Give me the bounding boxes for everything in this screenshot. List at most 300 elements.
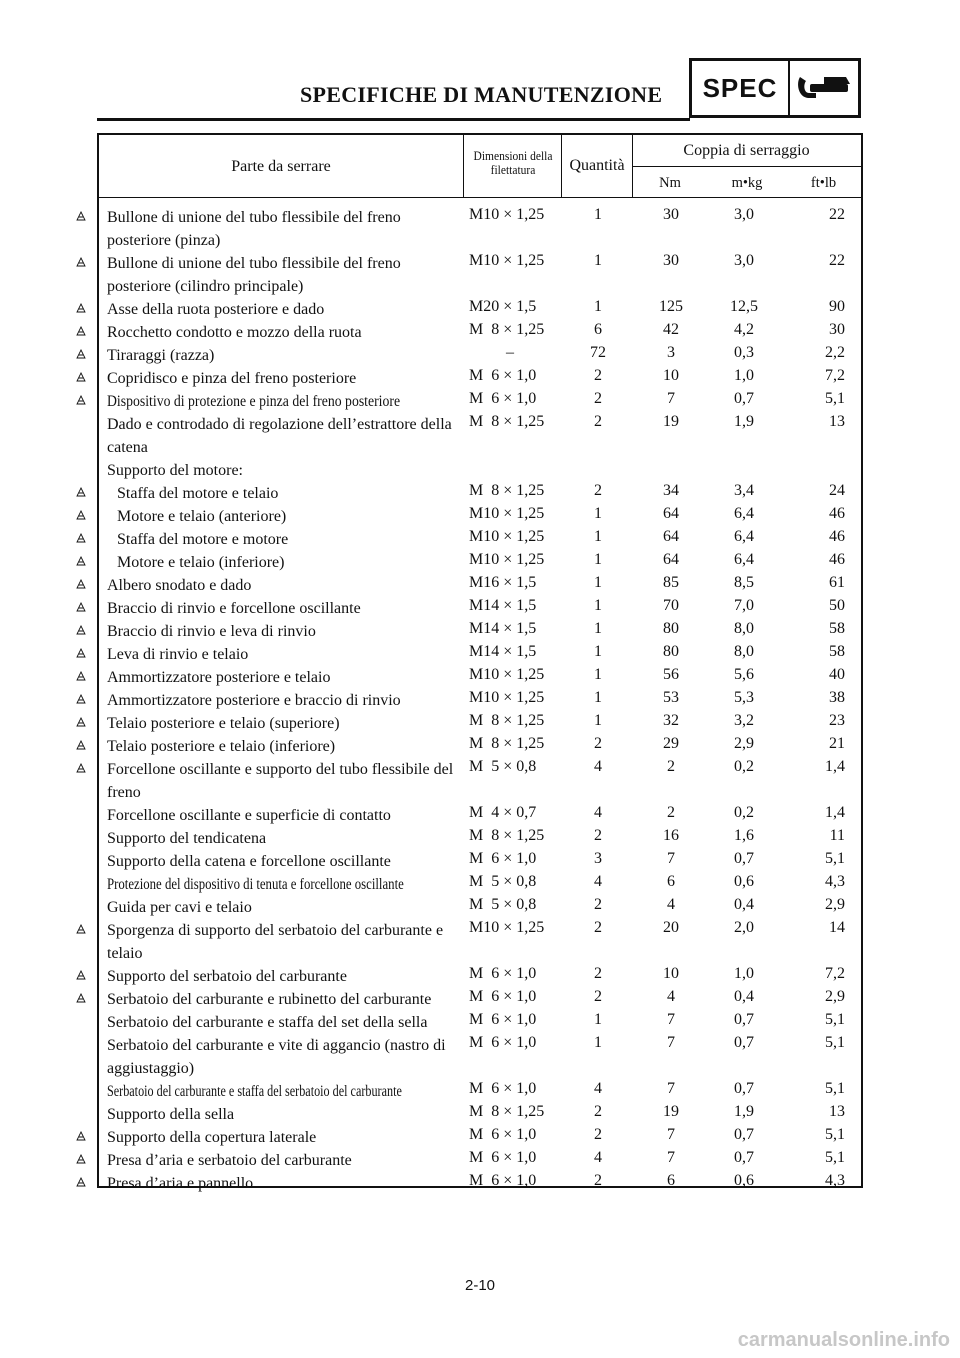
quantity-cell: 2 xyxy=(594,735,602,752)
torque-ftlb-cell: 50 xyxy=(829,597,845,614)
torque-nm-cell: 6 xyxy=(667,873,675,890)
quantity-cell: 2 xyxy=(594,367,602,384)
quantity-cell: 4 xyxy=(594,1080,602,1097)
quantity-cell: 2 xyxy=(594,1172,602,1189)
thread-size-cell: M 8 × 1,25 xyxy=(469,1103,545,1120)
col-dim-header: Dimensioni della filettatura xyxy=(473,149,553,177)
torque-ftlb-cell: 21 xyxy=(829,735,845,752)
thread-size-cell: M 8 × 1,25 xyxy=(469,413,545,430)
triangle-mark-icon xyxy=(76,1131,86,1141)
part-cell: Supporto del serbatoio del carburante xyxy=(107,968,347,985)
table-row xyxy=(99,643,861,666)
thread-size-cell: M 5 × 0,8 xyxy=(469,873,537,890)
table-row xyxy=(99,827,861,850)
torque-nm-cell: 7 xyxy=(667,1149,675,1166)
triangle-mark-icon xyxy=(76,211,86,221)
torque-mkg-cell: 1,0 xyxy=(734,367,754,384)
quantity-cell: 2 xyxy=(594,390,602,407)
torque-ftlb-cell: 11 xyxy=(829,827,845,844)
triangle-mark-icon xyxy=(76,970,86,980)
part-cell: Serbatoio del carburante e staffa del set della sella xyxy=(107,1014,428,1031)
torque-mkg-cell: 0,7 xyxy=(734,1034,754,1051)
thread-size-cell: M 6 × 1,0 xyxy=(469,390,537,407)
torque-mkg-cell: 0,6 xyxy=(734,873,754,890)
torque-mkg-cell: 3,2 xyxy=(734,712,754,729)
col-qty-header: Quantità xyxy=(569,157,625,174)
triangle-mark-icon xyxy=(76,1177,86,1187)
part-cell: Serbatoio del carburante e vite di aggancio (nastro di aggiustaggio) xyxy=(107,1037,446,1077)
triangle-mark-icon xyxy=(76,671,86,681)
table-row xyxy=(99,620,861,643)
torque-nm-cell: 19 xyxy=(663,1103,679,1120)
part-cell: Telaio posteriore e telaio (superiore) xyxy=(107,715,340,732)
quantity-cell: 1 xyxy=(594,620,602,637)
torque-mkg-cell: 1,9 xyxy=(734,413,754,430)
part-cell: Rocchetto condotto e mozzo della ruota xyxy=(107,324,362,341)
torque-mkg-cell: 0,7 xyxy=(734,390,754,407)
torque-ftlb-cell: 14 xyxy=(829,919,845,936)
table-row xyxy=(99,459,861,482)
torque-ftlb-cell: 58 xyxy=(829,620,845,637)
torque-mkg-cell: 1,6 xyxy=(734,827,754,844)
table-row xyxy=(99,873,861,896)
quantity-cell: 4 xyxy=(594,873,602,890)
torque-nm-cell: 10 xyxy=(663,965,679,982)
triangle-mark-icon xyxy=(76,487,86,497)
wrench-icon xyxy=(790,61,858,115)
triangle-mark-icon xyxy=(76,372,86,382)
spec-badge xyxy=(689,58,861,118)
part-cell: Motore e telaio (inferiore) xyxy=(117,554,285,571)
torque-nm-cell: 7 xyxy=(667,850,675,867)
torque-ftlb-cell: 24 xyxy=(829,482,845,499)
quantity-cell: 4 xyxy=(594,1149,602,1166)
torque-mkg-cell: 0,4 xyxy=(734,896,754,913)
torque-nm-cell: 29 xyxy=(663,735,679,752)
thread-size-cell: M 6 × 1,0 xyxy=(469,1126,537,1143)
part-cell: Guida per cavi e telaio xyxy=(107,899,252,916)
quantity-cell: 1 xyxy=(594,528,602,545)
table-row xyxy=(99,597,861,620)
torque-ftlb-cell: 2,2 xyxy=(825,344,845,361)
triangle-mark-icon xyxy=(76,717,86,727)
triangle-mark-icon xyxy=(76,510,86,520)
torque-nm-cell: 19 xyxy=(663,413,679,430)
torque-ftlb-cell: 5,1 xyxy=(825,1126,845,1143)
part-cell: Supporto della catena e forcellone oscillante xyxy=(107,853,391,870)
torque-ftlb-cell: 61 xyxy=(829,574,845,591)
table-row xyxy=(99,919,861,965)
part-cell: Copridisco e pinza del freno posteriore xyxy=(107,370,357,387)
table-row xyxy=(99,965,861,988)
part-cell: Telaio posteriore e telaio (inferiore) xyxy=(107,738,336,755)
torque-ftlb-cell: 13 xyxy=(829,413,845,430)
torque-mkg-cell: 0,7 xyxy=(734,850,754,867)
part-cell xyxy=(107,873,463,896)
spec-label: SPEC xyxy=(692,61,790,115)
torque-nm-cell: 42 xyxy=(663,321,679,338)
quantity-cell: 1 xyxy=(594,252,602,269)
thread-size-cell: M 6 × 1,0 xyxy=(469,965,537,982)
torque-mkg-cell: 0,7 xyxy=(734,1149,754,1166)
quantity-cell: 6 xyxy=(594,321,602,338)
table-row xyxy=(99,528,861,551)
table-row xyxy=(99,321,861,344)
quantity-cell: 2 xyxy=(594,965,602,982)
thread-size-cell: M 6 × 1,0 xyxy=(469,367,537,384)
page-title: SPECIFICHE DI MANUTENZIONE xyxy=(300,82,663,107)
part-cell: Presa d’aria e serbatoio del carburante xyxy=(107,1152,352,1169)
torque-nm-cell: 2 xyxy=(667,804,675,821)
torque-nm-cell: 85 xyxy=(663,574,679,591)
thread-size-cell: M10 × 1,25 xyxy=(469,666,545,683)
torque-ftlb-cell: 5,1 xyxy=(825,1011,845,1028)
torque-ftlb-cell: 1,4 xyxy=(825,804,845,821)
torque-nm-cell: 64 xyxy=(663,551,679,568)
table-row xyxy=(99,1034,861,1080)
triangle-mark-icon xyxy=(76,257,86,267)
torque-ftlb-cell: 5,1 xyxy=(825,850,845,867)
quantity-cell: 3 xyxy=(594,850,602,867)
table-row xyxy=(99,298,861,321)
torque-mkg-cell: 2,0 xyxy=(734,919,754,936)
torque-nm-cell: 80 xyxy=(663,620,679,637)
torque-nm-cell: 32 xyxy=(663,712,679,729)
thread-size-cell: M 5 × 0,8 xyxy=(469,896,537,913)
torque-ftlb-cell: 1,4 xyxy=(825,758,845,775)
quantity-cell: 1 xyxy=(594,1011,602,1028)
triangle-mark-icon xyxy=(76,740,86,750)
thread-size-cell: M 5 × 0,8 xyxy=(469,758,537,775)
quantity-cell: 2 xyxy=(594,482,602,499)
quantity-cell: 1 xyxy=(594,551,602,568)
torque-nm-cell: 70 xyxy=(663,597,679,614)
table-row xyxy=(99,367,861,390)
torque-mkg-cell: 4,2 xyxy=(734,321,754,338)
table-row xyxy=(99,1126,861,1149)
triangle-mark-icon xyxy=(76,533,86,543)
table-row xyxy=(99,505,861,528)
torque-nm-cell: 56 xyxy=(663,666,679,683)
torque-nm-cell: 4 xyxy=(667,988,675,1005)
torque-mkg-cell: 1,0 xyxy=(734,965,754,982)
table-row xyxy=(99,482,861,505)
part-cell: Leva di rinvio e telaio xyxy=(107,646,249,663)
torque-nm-cell: 125 xyxy=(659,298,683,315)
torque-ftlb-cell: 5,1 xyxy=(825,1034,845,1051)
torque-ftlb-cell: 23 xyxy=(829,712,845,729)
quantity-cell: 1 xyxy=(594,597,602,614)
table-row xyxy=(99,988,861,1011)
col-torque-header: Coppia di serraggio xyxy=(683,142,810,159)
table-row xyxy=(99,390,861,413)
header-rule xyxy=(97,118,690,121)
part-cell: Asse della ruota posteriore e dado xyxy=(107,301,325,318)
torque-nm-cell: 7 xyxy=(667,1034,675,1051)
quantity-cell: 2 xyxy=(594,896,602,913)
part-cell: Braccio di rinvio e forcellone oscillante xyxy=(107,600,361,617)
triangle-mark-icon xyxy=(76,395,86,405)
torque-ftlb-cell: 30 xyxy=(829,321,845,338)
thread-size-cell: M 8 × 1,25 xyxy=(469,482,545,499)
thread-size-cell: M 8 × 1,25 xyxy=(469,827,545,844)
triangle-mark-icon xyxy=(76,993,86,1003)
table-row xyxy=(99,551,861,574)
torque-ftlb-cell: 13 xyxy=(829,1103,845,1120)
table-row xyxy=(99,252,861,298)
header-subdivider xyxy=(632,166,861,167)
quantity-cell: 1 xyxy=(594,298,602,315)
quantity-cell: 1 xyxy=(594,574,602,591)
part-cell: Supporto del tendicatena xyxy=(107,830,267,847)
torque-nm-cell: 10 xyxy=(663,367,679,384)
quantity-cell: 2 xyxy=(594,919,602,936)
thread-size-cell: M 8 × 1,25 xyxy=(469,321,545,338)
table-row xyxy=(99,1103,861,1126)
watermark: carmanualsonline.info xyxy=(737,1329,950,1351)
torque-ftlb-cell: 5,1 xyxy=(825,390,845,407)
part-cell: Serbatoio del carburante e rubinetto del carburante xyxy=(107,991,432,1008)
thread-size-cell: M 6 × 1,0 xyxy=(469,988,537,1005)
triangle-mark-icon xyxy=(76,556,86,566)
page-number: 2-10 xyxy=(464,1277,496,1294)
thread-size-cell: M10 × 1,25 xyxy=(469,689,545,706)
thread-size-cell: M 6 × 1,0 xyxy=(469,1080,537,1097)
quantity-cell: 4 xyxy=(594,804,602,821)
quantity-cell: 1 xyxy=(594,666,602,683)
torque-ftlb-cell: 4,3 xyxy=(825,873,845,890)
part-cell: Staffa del motore e motore xyxy=(117,531,289,548)
torque-table xyxy=(97,133,863,1192)
part-cell: Tiraraggi (razza) xyxy=(107,347,215,364)
thread-size-cell: M 6 × 1,0 xyxy=(469,1172,537,1189)
part-cell: Supporto della copertura laterale xyxy=(107,1129,317,1146)
torque-mkg-cell: 12,5 xyxy=(730,298,758,315)
torque-mkg-cell: 0,3 xyxy=(734,344,754,361)
part-cell: Albero snodato e dado xyxy=(107,577,252,594)
thread-size-cell: – xyxy=(506,344,514,361)
part-cell: Braccio di rinvio e leva di rinvio xyxy=(107,623,316,640)
quantity-cell: 72 xyxy=(590,344,606,361)
col-ftlb-header: ft•lb xyxy=(810,175,837,191)
part-cell: Forcellone oscillante e supporto del tubo flessibile del freno xyxy=(107,761,454,801)
table-row xyxy=(99,804,861,827)
quantity-cell: 4 xyxy=(594,758,602,775)
torque-ftlb-cell: 46 xyxy=(829,505,845,522)
part-cell: Staffa del motore e telaio xyxy=(117,485,279,502)
triangle-mark-icon xyxy=(76,602,86,612)
table-body xyxy=(99,206,861,1195)
thread-size-cell: M 8 × 1,25 xyxy=(469,735,545,752)
torque-nm-cell: 3 xyxy=(667,344,675,361)
part-text: Dispositivo di protezione e pinza del freno posteriore xyxy=(107,393,401,410)
torque-ftlb-cell: 2,9 xyxy=(825,896,845,913)
torque-mkg-cell: 8,0 xyxy=(734,643,754,660)
col-nm-header: Nm xyxy=(659,175,681,191)
torque-ftlb-cell: 38 xyxy=(829,689,845,706)
triangle-mark-icon xyxy=(76,625,86,635)
torque-nm-cell: 6 xyxy=(667,1172,675,1189)
triangle-mark-icon xyxy=(76,303,86,313)
thread-size-cell: M 6 × 1,0 xyxy=(469,850,537,867)
thread-size-cell: M16 × 1,5 xyxy=(469,574,537,591)
torque-mkg-cell: 6,4 xyxy=(734,551,754,568)
torque-mkg-cell: 6,4 xyxy=(734,505,754,522)
torque-nm-cell: 4 xyxy=(667,896,675,913)
part-cell: Supporto del motore: xyxy=(107,462,243,479)
thread-size-cell: M10 × 1,25 xyxy=(469,252,545,269)
torque-mkg-cell: 0,7 xyxy=(734,1080,754,1097)
torque-mkg-cell: 3,0 xyxy=(734,206,754,223)
part-cell: Ammortizzatore posteriore e braccio di rinvio xyxy=(107,692,401,709)
quantity-cell: 2 xyxy=(594,1103,602,1120)
torque-nm-cell: 30 xyxy=(663,252,679,269)
table-row xyxy=(99,712,861,735)
part-text: Serbatoio del carburante e staffa del serbatoio del carburante xyxy=(107,1083,402,1100)
torque-nm-cell: 80 xyxy=(663,643,679,660)
table-row xyxy=(99,1011,861,1034)
torque-ftlb-cell: 7,2 xyxy=(825,367,845,384)
part-cell: Forcellone oscillante e superficie di contatto xyxy=(107,807,391,824)
torque-ftlb-cell: 7,2 xyxy=(825,965,845,982)
thread-size-cell: M10 × 1,25 xyxy=(469,551,545,568)
quantity-cell: 2 xyxy=(594,1126,602,1143)
quantity-cell: 1 xyxy=(594,206,602,223)
torque-nm-cell: 53 xyxy=(663,689,679,706)
torque-ftlb-cell: 40 xyxy=(829,666,845,683)
torque-mkg-cell: 1,9 xyxy=(734,1103,754,1120)
triangle-mark-icon xyxy=(76,579,86,589)
part-cell: Motore e telaio (anteriore) xyxy=(117,508,287,525)
triangle-mark-icon xyxy=(76,349,86,359)
part-cell: Bullone di unione del tubo flessibile del freno posteriore (pinza) xyxy=(107,209,401,249)
table-row xyxy=(99,574,861,597)
quantity-cell: 1 xyxy=(594,712,602,729)
table-row xyxy=(99,1149,861,1172)
quantity-cell: 2 xyxy=(594,988,602,1005)
triangle-mark-icon xyxy=(76,924,86,934)
thread-size-cell: M10 × 1,25 xyxy=(469,206,545,223)
torque-nm-cell: 64 xyxy=(663,505,679,522)
torque-nm-cell: 7 xyxy=(667,1126,675,1143)
triangle-mark-icon xyxy=(76,1154,86,1164)
thread-size-cell: M 6 × 1,0 xyxy=(469,1034,537,1051)
part-cell: Ammortizzatore posteriore e telaio xyxy=(107,669,331,686)
quantity-cell: 2 xyxy=(594,827,602,844)
quantity-cell: 1 xyxy=(594,643,602,660)
triangle-mark-icon xyxy=(76,694,86,704)
table-row xyxy=(99,1172,861,1195)
thread-size-cell: M 6 × 1,0 xyxy=(469,1149,537,1166)
torque-mkg-cell: 0,7 xyxy=(734,1126,754,1143)
table-row xyxy=(99,413,861,459)
col-mkg-header: m•kg xyxy=(731,175,763,191)
table-row xyxy=(99,896,861,919)
table-row xyxy=(99,689,861,712)
torque-ftlb-cell: 46 xyxy=(829,528,845,545)
quantity-cell: 2 xyxy=(594,413,602,430)
table-header xyxy=(99,135,861,198)
torque-nm-cell: 16 xyxy=(663,827,679,844)
quantity-cell: 1 xyxy=(594,505,602,522)
torque-mkg-cell: 8,5 xyxy=(734,574,754,591)
torque-mkg-cell: 5,3 xyxy=(734,689,754,706)
col-part-header: Parte da serrare xyxy=(231,158,331,175)
table-row xyxy=(99,344,861,367)
torque-mkg-cell: 7,0 xyxy=(734,597,754,614)
torque-mkg-cell: 2,9 xyxy=(734,735,754,752)
torque-nm-cell: 7 xyxy=(667,1080,675,1097)
torque-mkg-cell: 6,4 xyxy=(734,528,754,545)
torque-nm-cell: 20 xyxy=(663,919,679,936)
torque-nm-cell: 34 xyxy=(663,482,679,499)
thread-size-cell: M10 × 1,25 xyxy=(469,528,545,545)
torque-ftlb-cell: 5,1 xyxy=(825,1149,845,1166)
torque-mkg-cell: 8,0 xyxy=(734,620,754,637)
table-row xyxy=(99,1080,861,1103)
torque-nm-cell: 7 xyxy=(667,390,675,407)
torque-ftlb-cell: 4,3 xyxy=(825,1172,845,1189)
thread-size-cell: M 8 × 1,25 xyxy=(469,712,545,729)
header-divider xyxy=(561,135,562,197)
torque-nm-cell: 30 xyxy=(663,206,679,223)
torque-mkg-cell: 5,6 xyxy=(734,666,754,683)
torque-ftlb-cell: 46 xyxy=(829,551,845,568)
part-cell: Presa d’aria e pannello xyxy=(107,1175,254,1192)
torque-ftlb-cell: 58 xyxy=(829,643,845,660)
quantity-cell: 1 xyxy=(594,689,602,706)
table-row xyxy=(99,758,861,804)
part-cell xyxy=(107,1080,463,1103)
torque-ftlb-cell: 90 xyxy=(829,298,845,315)
torque-mkg-cell: 0,4 xyxy=(734,988,754,1005)
part-cell xyxy=(107,390,463,413)
triangle-mark-icon xyxy=(76,763,86,773)
torque-mkg-cell: 0,6 xyxy=(734,1172,754,1189)
torque-nm-cell: 64 xyxy=(663,528,679,545)
thread-size-cell: M 4 × 0,7 xyxy=(469,804,537,821)
thread-size-cell: M 6 × 1,0 xyxy=(469,1011,537,1028)
thread-size-cell: M14 × 1,5 xyxy=(469,620,537,637)
thread-size-cell: M10 × 1,25 xyxy=(469,919,545,936)
torque-mkg-cell: 0,2 xyxy=(734,804,754,821)
table-row xyxy=(99,850,861,873)
torque-ftlb-cell: 22 xyxy=(829,252,845,269)
table-row xyxy=(99,666,861,689)
part-cell: Bullone di unione del tubo flessibile del freno posteriore (cilindro principale) xyxy=(107,255,401,295)
table-row xyxy=(99,735,861,758)
triangle-mark-icon xyxy=(76,326,86,336)
thread-size-cell: M14 × 1,5 xyxy=(469,597,537,614)
thread-size-cell: M10 × 1,25 xyxy=(469,505,545,522)
part-cell: Dado e controdado di regolazione dell’estrattore della catena xyxy=(107,416,452,456)
thread-size-cell: M20 × 1,5 xyxy=(469,298,537,315)
part-text: Protezione del dispositivo di tenuta e forcellone oscillante xyxy=(107,876,404,893)
torque-ftlb-cell: 2,9 xyxy=(825,988,845,1005)
quantity-cell: 1 xyxy=(594,1034,602,1051)
torque-mkg-cell: 3,0 xyxy=(734,252,754,269)
torque-mkg-cell: 3,4 xyxy=(734,482,754,499)
triangle-mark-icon xyxy=(76,648,86,658)
torque-mkg-cell: 0,2 xyxy=(734,758,754,775)
torque-ftlb-cell: 22 xyxy=(829,206,845,223)
part-cell: Sporgenza di supporto del serbatoio del carburante e telaio xyxy=(107,922,444,962)
torque-nm-cell: 2 xyxy=(667,758,675,775)
part-cell: Supporto della sella xyxy=(107,1106,235,1123)
torque-ftlb-cell: 5,1 xyxy=(825,1080,845,1097)
table-row xyxy=(99,206,861,252)
header-divider xyxy=(463,135,464,197)
